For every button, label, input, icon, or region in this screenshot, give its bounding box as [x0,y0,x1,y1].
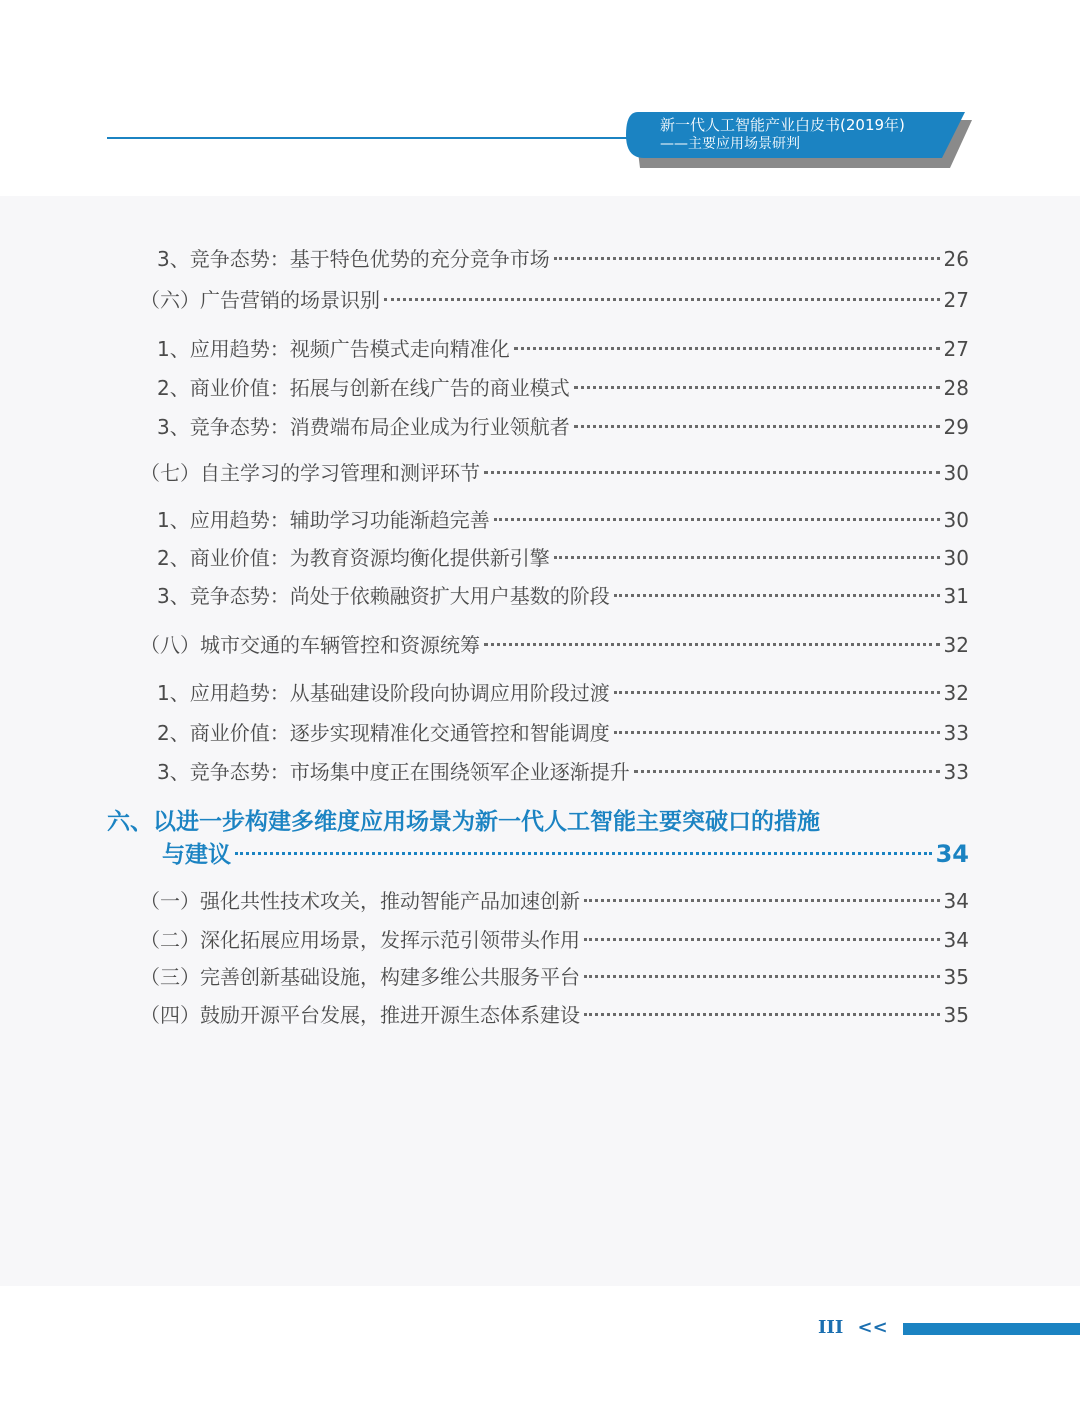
toc-entry-page: 31 [943,584,969,608]
toc-entry[interactable] [157,413,969,441]
toc-entry-label: （七）自主学习的学习管理和测评环节 [140,461,480,485]
toc-dot-leader [514,347,940,350]
toc-entry-label: 1、应用趋势：从基础建设阶段向协调应用阶段过渡 [157,681,610,705]
toc-entry[interactable] [157,245,969,273]
toc-entry-label: 3、竞争态势：基于特色优势的充分竞争市场 [157,247,550,271]
toc-entry[interactable] [140,887,969,915]
toc-entry-page: 35 [943,1003,969,1027]
toc-entry-label: （六）广告营销的场景识别 [140,288,380,312]
toc-entry-page: 27 [943,337,969,361]
toc-dot-leader [384,298,940,301]
toc-entry-page: 32 [943,633,969,657]
toc-dot-leader [584,975,940,978]
toc-dot-leader [574,425,940,428]
toc-entry-page: 28 [943,376,969,400]
toc-dot-leader [554,257,940,260]
toc-entry[interactable] [157,679,969,707]
toc-entry-label: （三）完善创新基础设施，构建多维公共服务平台 [140,965,580,989]
toc-entry-label: 3、竞争态势：消费端布局企业成为行业领航者 [157,415,570,439]
toc-dot-leader [584,1013,940,1016]
toc-dot-leader [614,691,940,694]
toc-entry-page: 26 [943,247,969,271]
toc-entry-page: 34 [943,928,969,952]
toc-entry[interactable] [157,506,969,534]
toc-entry[interactable] [157,374,969,402]
toc-entry-page: 34 [943,889,969,913]
header-rule [107,137,647,139]
toc-entry-page: 32 [943,681,969,705]
toc-entry[interactable] [140,459,969,487]
toc-entry-page: 29 [943,415,969,439]
footer-accent-bar [903,1323,1080,1335]
major-heading-line2-row [107,838,969,871]
footer-page-number [818,1317,888,1339]
major-heading-page: 34 [935,840,969,868]
toc-entry[interactable] [157,758,969,786]
toc-entry-label: 3、竞争态势：尚处于依赖融资扩大用户基数的阶段 [157,584,610,608]
toc-dot-leader [494,518,940,521]
document-subtitle: ——主要应用场景研判 [660,136,800,152]
toc-entry-label: 3、竞争态势：市场集中度正在围绕领军企业逐渐提升 [157,760,630,784]
toc-major-heading[interactable] [107,806,969,871]
toc-entry-page: 30 [943,461,969,485]
toc-dot-leader [484,643,940,646]
toc-entry[interactable] [140,286,969,314]
toc-entry[interactable] [140,631,969,659]
toc-dot-leader [614,731,940,734]
toc-entry-label: 1、应用趋势：辅助学习功能渐趋完善 [157,508,490,532]
major-heading-line2: 与建议 [162,842,231,868]
toc-dot-leader [235,852,932,855]
toc-dot-leader [574,386,940,389]
toc-entry[interactable] [157,719,969,747]
toc-entry-label: 1、应用趋势：视频广告模式走向精准化 [157,337,510,361]
toc-entry-page: 30 [943,546,969,570]
toc-entry-label: 2、商业价值：为教育资源均衡化提供新引擎 [157,546,550,570]
toc-entry-page: 27 [943,288,969,312]
toc-dot-leader [614,594,940,597]
toc-dot-leader [584,938,940,941]
toc-dot-leader [634,770,940,773]
page-numeral: III [818,1317,844,1338]
header-text-block [660,115,905,153]
toc-entry[interactable] [140,926,969,954]
toc-entry[interactable] [157,335,969,363]
toc-entry-page: 33 [943,760,969,784]
toc-entry-label: （四）鼓励开源平台发展，推进开源生态体系建设 [140,1003,580,1027]
toc-entry[interactable] [140,1001,969,1029]
toc-dot-leader [554,556,940,559]
toc-entry-page: 33 [943,721,969,745]
major-heading-line1: 六、以进一步构建多维度应用场景为新一代人工智能主要突破口的措施 [107,809,820,835]
toc-entry-label: （二）深化拓展应用场景，发挥示范引领带头作用 [140,928,580,952]
toc-entry-label: 2、商业价值：逐步实现精准化交通管控和智能调度 [157,721,610,745]
double-chevron-left-icon: << [857,1317,888,1338]
toc-entry-page: 35 [943,965,969,989]
toc-entry[interactable] [157,544,969,572]
document-title: 新一代人工智能产业白皮书(2019年) [660,116,905,134]
toc-entry-page: 30 [943,508,969,532]
toc-entry-label: （八）城市交通的车辆管控和资源统筹 [140,633,480,657]
toc-dot-leader [484,471,940,474]
toc-entry-label: 2、商业价值：拓展与创新在线广告的商业模式 [157,376,570,400]
toc-entry[interactable] [140,963,969,991]
toc-entry[interactable] [157,582,969,610]
toc-dot-leader [584,899,940,902]
toc-entry-label: （一）强化共性技术攻关，推动智能产品加速创新 [140,889,580,913]
